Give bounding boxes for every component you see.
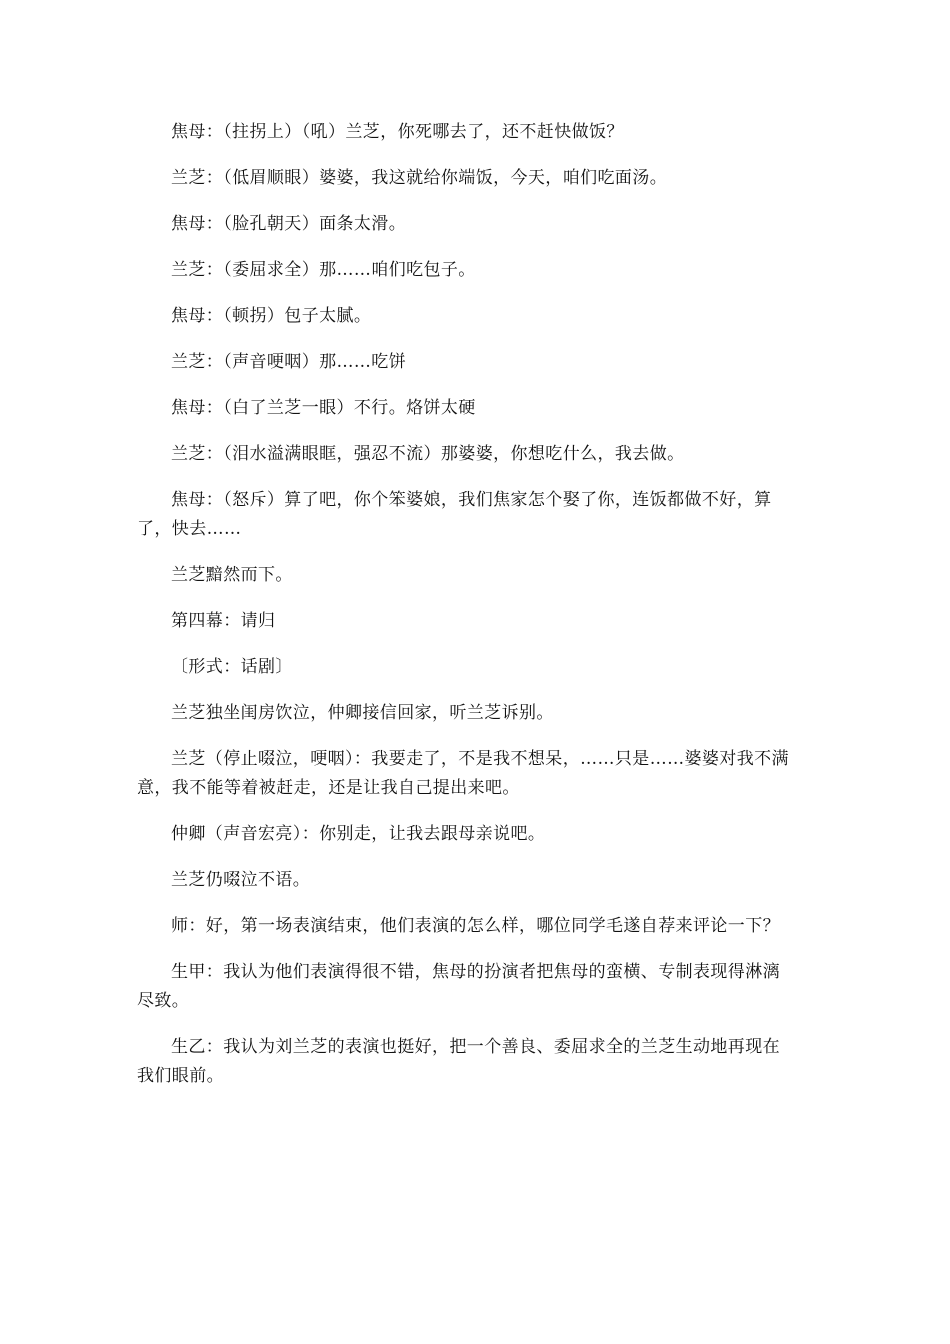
dialogue-line: 兰芝（停止啜泣，哽咽）：我要走了，不是我不想呆，……只是……婆婆对我不满意，我不能等着被赶走，还是让我自己提出来吧。	[137, 749, 789, 798]
dialogue-line: 兰芝：（低眉顺眼）婆婆，我这就给你端饭，今天，咱们吃面汤。	[171, 168, 668, 188]
dialogue-line: 焦母：（脸孔朝天）面条太滑。	[171, 214, 407, 234]
stage-direction: 兰芝独坐闺房饮泣，仲卿接信回家，听兰芝诉别。	[171, 703, 554, 723]
act-heading: 第四幕：请归	[171, 611, 276, 631]
dialogue-line: 兰芝：（委屈求全）那……咱们吃包子。	[171, 260, 476, 280]
dialogue-line: 仲卿（声音宏亮）：你别走，让我去跟母亲说吧。	[171, 824, 546, 844]
dialogue-line: 焦母：（怒斥）算了吧，你个笨婆娘，我们焦家怎个娶了你，连饭都做不好，算了，快去……	[137, 490, 772, 539]
dialogue-line: 兰芝：（泪水溢满眼眶，强忍不流）那婆婆，你想吃什么，我去做。	[171, 444, 685, 464]
student-comment: 生甲：我认为他们表演得很不错，焦母的扮演者把焦母的蛮横、专制表现得淋漓尽致。	[137, 962, 780, 1011]
stage-direction: 兰芝仍啜泣不语。	[171, 870, 311, 890]
dialogue-line: 焦母：（白了兰芝一眼）不行。烙饼太硬	[171, 398, 476, 418]
teacher-line: 师：好，第一场表演结束，他们表演的怎么样，哪位同学毛遂自荐来评论一下？	[171, 916, 780, 936]
document-body	[137, 118, 797, 1108]
dialogue-line: 焦母：（顿拐）包子太腻。	[171, 306, 372, 326]
stage-direction: 兰芝黯然而下。	[171, 565, 293, 585]
act-form-note: 〔形式：话剧〕	[171, 657, 293, 677]
student-comment: 生乙：我认为刘兰芝的表演也挺好，把一个善良、委屈求全的兰芝生动地再现在我们眼前。	[137, 1037, 780, 1086]
dialogue-line: 焦母：（拄拐上）（吼）兰芝，你死哪去了，还不赶快做饭？	[171, 122, 624, 142]
dialogue-line: 兰芝：（声音哽咽）那……吃饼	[171, 352, 407, 372]
